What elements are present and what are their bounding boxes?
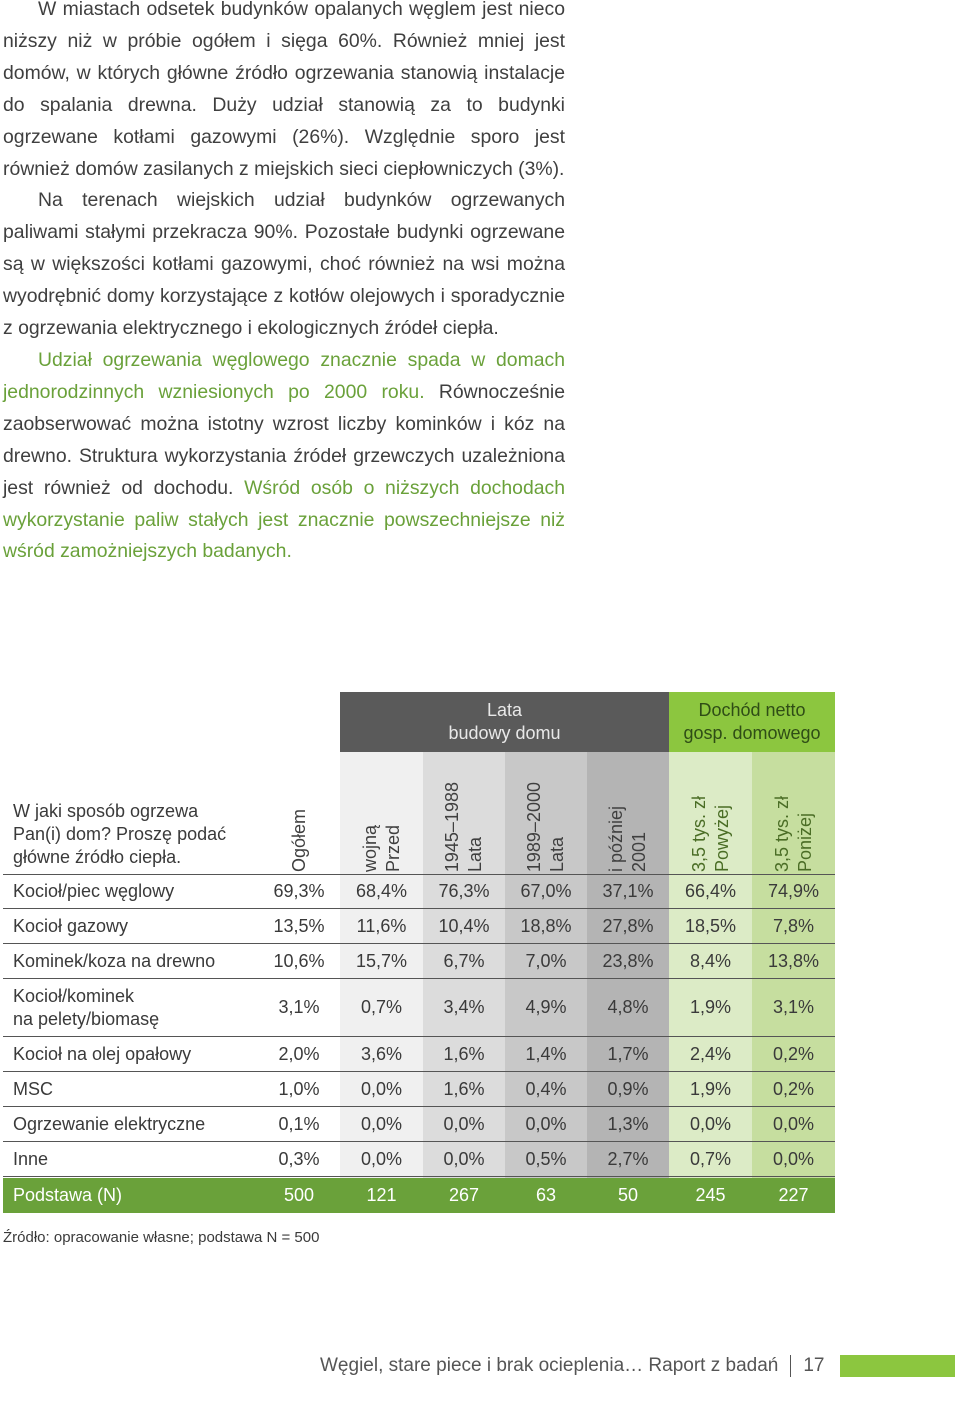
question-line: główne źródło ciepła. bbox=[13, 847, 182, 867]
footer-accent-bar bbox=[840, 1355, 955, 1377]
table-cell: 67,0% bbox=[520, 881, 572, 901]
table-cell: 2,0% bbox=[278, 1043, 320, 1064]
table-cell: 66,4% bbox=[684, 881, 737, 901]
col-header-line: 1945–1988 bbox=[442, 781, 462, 872]
table-cell: 0,0% bbox=[772, 1113, 815, 1134]
col-header-1989-2000 bbox=[505, 752, 587, 872]
table-cell: 0,0% bbox=[689, 1113, 732, 1134]
table-cell: 1,9% bbox=[689, 1078, 732, 1099]
row-label-wrap bbox=[13, 950, 215, 973]
row-label-line: MSC bbox=[13, 1078, 53, 1099]
table-cell: 69,3% bbox=[273, 881, 325, 901]
footer-label: Podstawa (N) bbox=[13, 1185, 123, 1205]
heating-source-table bbox=[3, 692, 835, 1217]
table-cell: 3,1% bbox=[772, 997, 815, 1017]
table-cell: 18,5% bbox=[684, 915, 737, 936]
row-label bbox=[13, 909, 258, 943]
paragraph-1: W miastach odsetek budynków opalanych węglem jest nieco niższy niż w próbie ogółem i sięga 60%. Również mniej jest domów, w których główne źródło ogrzewania stanowią instalacje do spalania drewna. Duży udział stanowią za to budynki ogrzewane kotłami gazowymi (26%). Względnie sporo jest również domów zasilanych z miejskich sieci ciepłowniczych (3%). bbox=[3, 0, 565, 180]
row-label-wrap bbox=[13, 1113, 205, 1136]
table-row bbox=[3, 979, 835, 1037]
table-cell: 76,3% bbox=[438, 881, 490, 901]
footer-cell: 50 bbox=[617, 1185, 639, 1205]
row-label bbox=[13, 1072, 258, 1106]
col-header-income-high bbox=[669, 752, 752, 872]
row-label bbox=[13, 979, 258, 1036]
row-label-line: Kocioł/piec węglowy bbox=[13, 881, 175, 901]
table-cell: 0,7% bbox=[360, 997, 403, 1017]
table-cell: 18,8% bbox=[520, 915, 572, 936]
table-cell: 2,4% bbox=[689, 1043, 732, 1064]
col-header-line: Przed bbox=[382, 824, 403, 872]
page-number: 17 bbox=[803, 1355, 825, 1376]
table-cell: 13,5% bbox=[273, 915, 325, 936]
col-header-1945-1988 bbox=[423, 752, 505, 872]
table-cell: 3,1% bbox=[278, 997, 320, 1017]
footer-cell: 63 bbox=[535, 1185, 557, 1205]
paragraph-2: Na terenach wiejskich udział budynków ogrzewanych paliwami stałymi przekracza 90%. Pozostałe budynki ogrzewane są w większości kotłami gazowymi, choć również na wsi można wyodrębnić domy korzystające z kotłów olejowych i sporadycznie z ogrzewania elektrycznego i ekologicznych źródeł ciepła. bbox=[3, 189, 565, 340]
table-cell: 0,3% bbox=[278, 1148, 320, 1169]
highlight-text: Wśród osób o niższych dochodach wykorzystanie paliw stałych jest znacznie powszechniejsze niż wśród zamożniejszych badanych. bbox=[3, 476, 565, 563]
table-row bbox=[3, 874, 835, 909]
table-cell: 1,6% bbox=[443, 1078, 485, 1099]
table-cell: 3,6% bbox=[360, 1043, 403, 1064]
paragraph-3 bbox=[3, 345, 565, 568]
question-text bbox=[13, 800, 253, 869]
footer-cell: 245 bbox=[695, 1185, 726, 1205]
group-header-line: Lata bbox=[486, 700, 523, 720]
table-cell: 4,8% bbox=[607, 997, 649, 1017]
table-cell: 0,7% bbox=[689, 1148, 732, 1169]
col-header-2001-later bbox=[587, 752, 669, 872]
table-cell: 0,0% bbox=[443, 1148, 485, 1169]
group-header-line: budowy domu bbox=[448, 723, 561, 743]
table-row bbox=[3, 944, 835, 979]
table-cell: 10,6% bbox=[273, 950, 325, 971]
article-text bbox=[3, 0, 565, 568]
row-label-line: na pelety/biomasę bbox=[13, 1008, 160, 1029]
table-cell: 1,6% bbox=[443, 1043, 485, 1064]
question-line: W jaki sposób ogrzewa bbox=[13, 801, 199, 821]
footer-cell: 121 bbox=[366, 1185, 397, 1205]
row-label bbox=[13, 944, 258, 978]
table-cell: 0,0% bbox=[360, 1078, 403, 1099]
col-header-line: Poniżej bbox=[794, 812, 815, 872]
table-cell: 37,1% bbox=[602, 881, 654, 901]
col-header-income-low bbox=[752, 752, 835, 872]
col-header-line: 2001 bbox=[629, 831, 649, 872]
table-cell: 13,8% bbox=[767, 950, 820, 971]
group-header-income bbox=[669, 692, 835, 752]
table-cell: 0,1% bbox=[278, 1113, 320, 1134]
row-label bbox=[13, 1107, 258, 1141]
row-label-line: Inne bbox=[13, 1148, 49, 1169]
table-cell: 0,5% bbox=[525, 1148, 567, 1169]
row-label bbox=[13, 1142, 258, 1176]
footer-separator bbox=[790, 1355, 791, 1377]
table-cell: 2,7% bbox=[607, 1148, 649, 1169]
table-row bbox=[3, 1107, 835, 1142]
table-cell: 1,9% bbox=[689, 997, 732, 1017]
table-cell: 1,3% bbox=[607, 1113, 649, 1134]
row-label-line: Kocioł na olej opałowy bbox=[13, 1043, 192, 1064]
col-header-before-war bbox=[340, 752, 423, 872]
table-cell: 4,9% bbox=[525, 997, 567, 1017]
highlight-text: Udział ogrzewania węglowego znacznie spada w domach jednorodzinnych wzniesionych po 2000 roku. bbox=[3, 348, 565, 403]
group-header-line: gosp. domowego bbox=[683, 723, 821, 743]
table-cell: 0,0% bbox=[772, 1148, 815, 1169]
table-cell: 7,8% bbox=[772, 915, 815, 936]
col-header-line: Ogółem bbox=[288, 808, 309, 872]
table-cell: 68,4% bbox=[355, 881, 408, 901]
row-label-wrap bbox=[13, 915, 128, 938]
report-title: Węgiel, stare piece i brak ocieplenia… Raport z badań bbox=[320, 1355, 779, 1376]
table-cell: 0,0% bbox=[360, 1148, 403, 1169]
footer-cell: 500 bbox=[283, 1185, 315, 1205]
row-label-wrap bbox=[13, 1148, 48, 1171]
table-cell: 7,0% bbox=[525, 950, 567, 971]
question-line: Pan(i) dom? Proszę podać bbox=[13, 824, 227, 844]
col-header-line: Powyżej bbox=[711, 804, 732, 872]
row-label-wrap bbox=[13, 1078, 53, 1101]
table-cell: 0,0% bbox=[360, 1113, 403, 1134]
col-header-line: 1989–2000 bbox=[524, 781, 544, 872]
row-label-line: Kominek/koza na drewno bbox=[13, 950, 216, 971]
page-footer bbox=[320, 1355, 955, 1377]
row-label-line: Kocioł gazowy bbox=[13, 915, 129, 936]
table-cell: 1,7% bbox=[607, 1043, 649, 1064]
footer-cell: 227 bbox=[778, 1185, 809, 1205]
group-header-build-years bbox=[340, 692, 669, 752]
row-label bbox=[13, 875, 258, 908]
table-row bbox=[3, 909, 835, 944]
table-cell: 1,0% bbox=[278, 1078, 320, 1099]
col-header-line: Lata bbox=[547, 836, 567, 872]
table-row bbox=[3, 1072, 835, 1107]
group-header-line: Dochód netto bbox=[698, 700, 806, 720]
table-cell: 0,2% bbox=[772, 1078, 815, 1099]
table-cell: 0,9% bbox=[607, 1078, 649, 1099]
table-row bbox=[3, 1142, 835, 1177]
col-header-line: i później bbox=[606, 805, 626, 872]
row-label bbox=[13, 1037, 258, 1071]
table-cell: 1,4% bbox=[525, 1043, 567, 1064]
row-label-wrap bbox=[13, 985, 159, 1031]
source-note: Źródło: opracowanie własne; podstawa N = 500 bbox=[3, 1229, 320, 1246]
row-label-wrap bbox=[13, 1043, 191, 1066]
table-cell: 10,4% bbox=[438, 915, 490, 936]
table-cell: 23,8% bbox=[602, 950, 654, 971]
table-cell: 0,2% bbox=[772, 1043, 815, 1064]
col-header-line: wojną bbox=[359, 824, 380, 872]
col-header-line: Lata bbox=[465, 836, 485, 872]
footer-cell: 267 bbox=[448, 1185, 480, 1205]
col-header-line: 3,5 tys. zł bbox=[771, 795, 792, 872]
table-cell: 15,7% bbox=[355, 950, 408, 971]
plain-text: Równocześnie zaobserwować można istotny wzrost liczby kominków i kóz na drewno. Struktura wykorzystania źródeł grzewczych uzależniona jest również od dochodu. bbox=[3, 380, 565, 499]
table-cell: 0,4% bbox=[525, 1078, 567, 1099]
row-label-line: Ogrzewanie elektryczne bbox=[13, 1113, 206, 1134]
table-cell: 27,8% bbox=[602, 915, 654, 936]
table-row bbox=[3, 1037, 835, 1072]
table-cell: 74,9% bbox=[767, 881, 820, 901]
table-cell: 6,7% bbox=[443, 950, 485, 971]
table-cell: 8,4% bbox=[689, 950, 732, 971]
col-header-line: 3,5 tys. zł bbox=[688, 795, 709, 872]
table-cell: 0,0% bbox=[443, 1113, 485, 1134]
col-header-total bbox=[258, 752, 340, 872]
table-cell: 0,0% bbox=[525, 1113, 567, 1134]
row-label-wrap bbox=[13, 880, 174, 903]
table-footer-row bbox=[3, 1178, 835, 1213]
row-label-line: Kocioł/kominek bbox=[13, 985, 135, 1006]
table-cell: 3,4% bbox=[443, 997, 485, 1017]
table-cell: 11,6% bbox=[356, 915, 407, 936]
